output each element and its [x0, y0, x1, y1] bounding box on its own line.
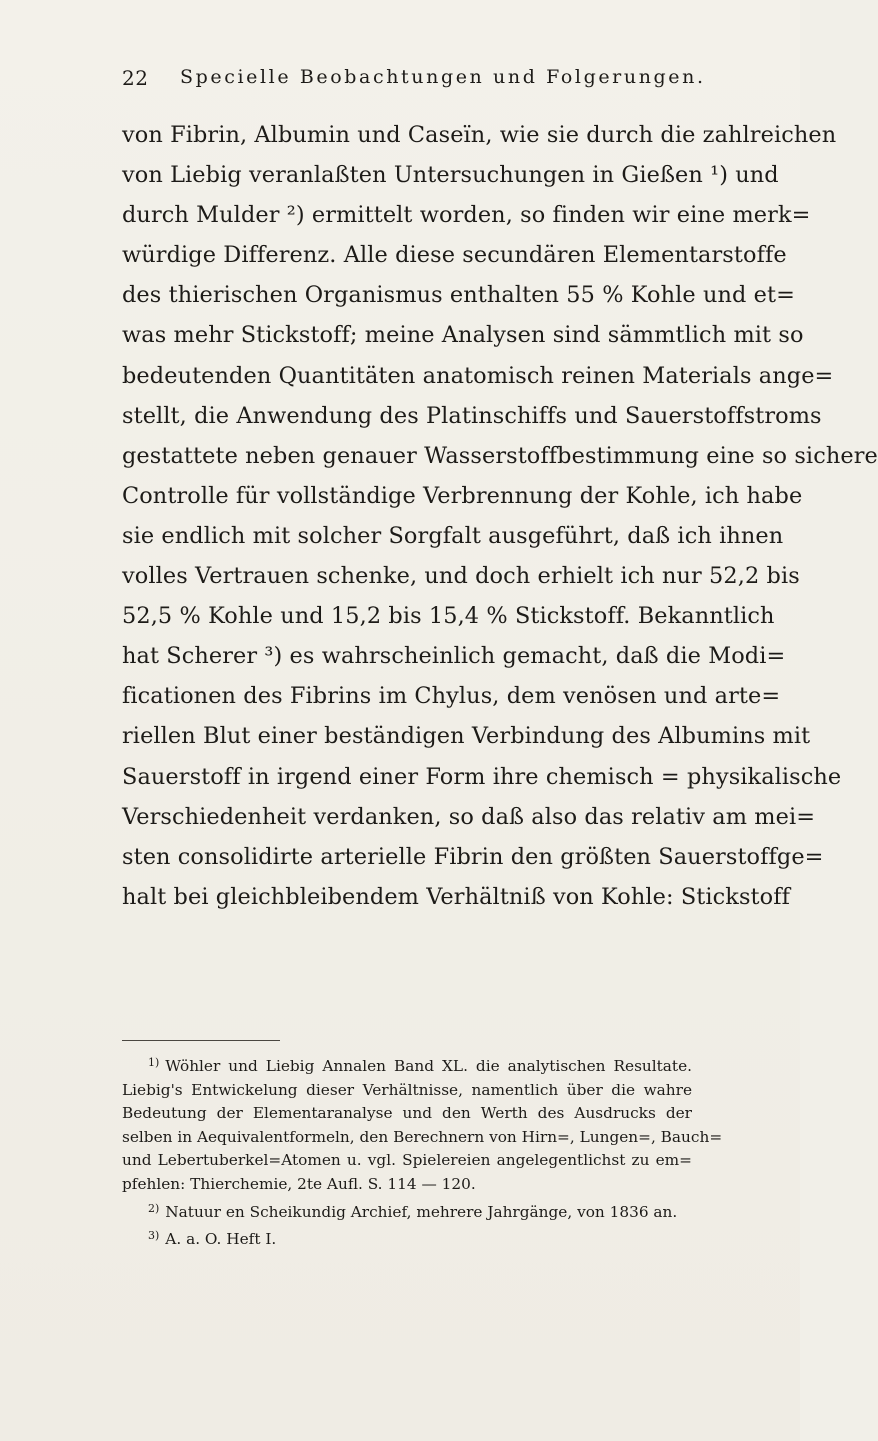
text-line: von Liebig veranlaßten Untersuchungen in Gießen ¹) und — [122, 162, 779, 189]
page-header — [122, 66, 706, 90]
text-line: was mehr Stickstoff; meine Analysen sind sämmtlich mit so — [122, 322, 804, 349]
body-text — [122, 115, 878, 917]
page-number: 22 — [122, 66, 149, 90]
footnote-text: Natuur en Scheikundig Archief, mehrere Jahrgänge, von 1836 an. — [165, 1202, 678, 1221]
text-line: volles Vertrauen schenke, und doch erhielt ich nur 52,2 bis — [122, 563, 800, 590]
footnote-line: Liebig's Entwickelung dieser Verhältnisse, namentlich über die wahre — [122, 1080, 692, 1099]
footnote-line — [122, 1224, 692, 1252]
text-line: des thierischen Organismus enthalten 55 % Kohle und et= — [122, 282, 795, 309]
footnote-mark: 3) — [148, 1229, 160, 1243]
text-line: stellt, die Anwendung des Platinschiffs und Sauerstoffstroms — [122, 402, 822, 429]
text-line: 52,5 % Kohle und 15,2 bis 15,4 % Stickstoff. Bekanntlich — [122, 603, 775, 630]
text-line: würdige Differenz. Alle diese secundären Elementarstoffe — [122, 242, 787, 269]
text-line: durch Mulder ²) ermittelt worden, so finden wir eine merk= — [122, 202, 811, 229]
text-line: gestattete neben genauer Wasserstoffbestimmung eine so sichere — [122, 442, 878, 469]
running-title: Specielle Beobachtungen und Folgerungen. — [180, 66, 706, 88]
text-line: bedeutenden Quantitäten anatomisch reinen Materials ange= — [122, 362, 834, 389]
text-line: ficationen des Fibrins im Chylus, dem venösen und arte= — [122, 683, 781, 710]
text-line: riellen Blut einer beständigen Verbindung des Albumins mit — [122, 723, 811, 750]
footnote-line: selben in Aequivalentformeln, den Berechnern von Hirn=, Lungen=, Bauch= — [122, 1127, 723, 1146]
text-line: Verschiedenheit verdanken, so daß also das relativ am mei= — [122, 803, 816, 830]
footnote-mark: 1) — [148, 1056, 160, 1069]
text-line: hat Scherer ³) es wahrscheinlich gemacht, daß die Modi= — [122, 643, 786, 670]
footnote-line: und Lebertuberkel=Atomen u. vgl. Spielereien angelegentlichst zu em= — [122, 1151, 692, 1170]
text-line: Controlle für vollständige Verbrennung der Kohle, ich habe — [122, 482, 803, 509]
footnote-1 — [122, 1051, 723, 1197]
footnote-line — [122, 1051, 692, 1079]
text-line: Sauerstoff in irgend einer Form ihre chemisch = physikalische — [122, 763, 842, 790]
footnote-line: pfehlen: Thierchemie, 2te Aufl. S. 114 — 120. — [122, 1174, 476, 1193]
text-line: sten consolidirte arterielle Fibrin den größten Sauerstoffge= — [122, 843, 824, 870]
footnote-line: Bedeutung der Elementaranalyse und den Werth des Ausdrucks der — [122, 1104, 692, 1123]
footnote-text: A. a. O. Heft I. — [165, 1230, 277, 1249]
footnote-text: Wöhler und Liebig Annalen Band XL. die analytischen Resultate. — [165, 1057, 692, 1075]
footnote-line — [122, 1197, 692, 1225]
footnote-mark: 2) — [148, 1201, 160, 1215]
footnote-2 — [122, 1197, 692, 1225]
text-line: von Fibrin, Albumin und Caseïn, wie sie durch die zahlreichen — [122, 122, 837, 148]
footnote-3 — [122, 1224, 692, 1252]
text-line: halt bei gleichbleibendem Verhältniß von Kohle: Stickstoff — [122, 883, 790, 910]
footnotes — [122, 1051, 723, 1252]
footnote-divider — [122, 1040, 280, 1041]
text-line: sie endlich mit solcher Sorgfalt ausgeführt, daß ich ihnen — [122, 522, 784, 549]
